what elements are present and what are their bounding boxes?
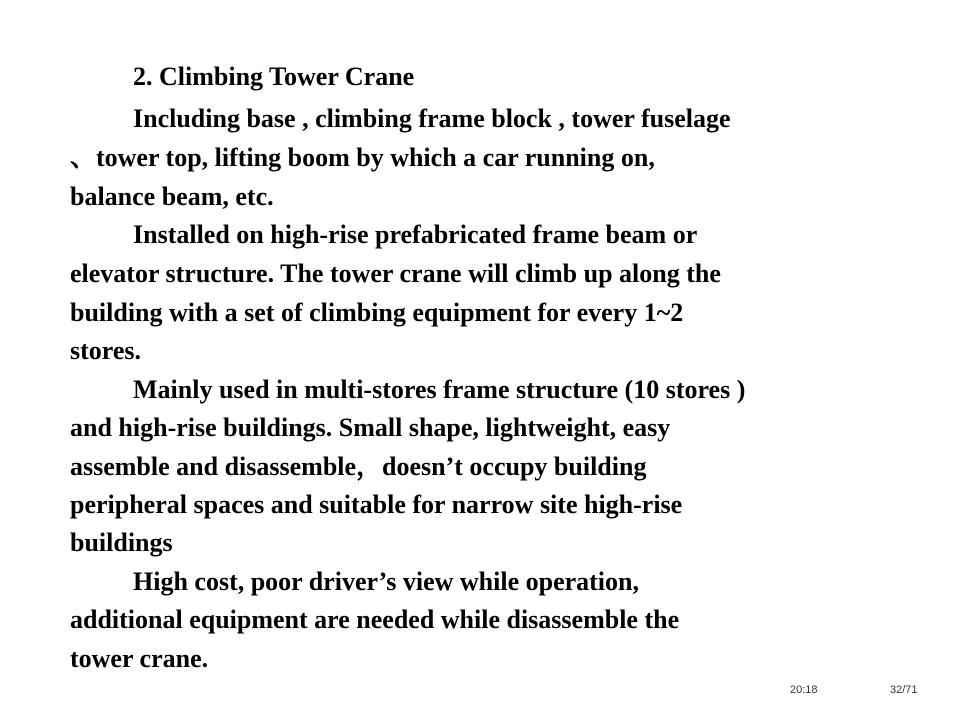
paragraph-1-line-2: 、tower top, lifting boom by which a car running on, [70, 143, 655, 172]
paragraph-2-line-3: building with a set of climbing equipment for every 1~2 [70, 298, 684, 327]
paragraph-4-line-3: tower crane. [70, 644, 209, 673]
paragraph-4-line-1: High cost, poor driver’s view while operation, [133, 567, 639, 596]
slide-heading: 2. Climbing Tower Crane [133, 62, 415, 91]
paragraph-3-line-3: assemble and disassemble，doesn’t occupy building [70, 452, 647, 481]
footer-time: 20:18 [790, 684, 818, 696]
paragraph-3-line-4: peripheral spaces and suitable for narrow site high-rise [70, 490, 683, 519]
paragraph-4-line-2: additional equipment are needed while disassemble the [70, 605, 680, 634]
paragraph-3-line-5: buildings [70, 528, 173, 557]
paragraph-2-line-1: Installed on high-rise prefabricated frame beam or [133, 220, 698, 249]
paragraph-3-line-2: and high-rise buildings. Small shape, lightweight, easy [70, 413, 671, 442]
footer-page-number: 32/71 [890, 684, 918, 696]
paragraph-1-line-1: Including base , climbing frame block , tower fuselage [133, 104, 731, 133]
paragraph-2-line-4: stores. [70, 336, 142, 365]
paragraph-3-line-1: Mainly used in multi-stores frame structure (10 stores ) [133, 375, 746, 404]
paragraph-1-line-3: balance beam, etc. [70, 182, 274, 211]
paragraph-2-line-2: elevator structure. The tower crane will climb up along the [70, 259, 721, 288]
